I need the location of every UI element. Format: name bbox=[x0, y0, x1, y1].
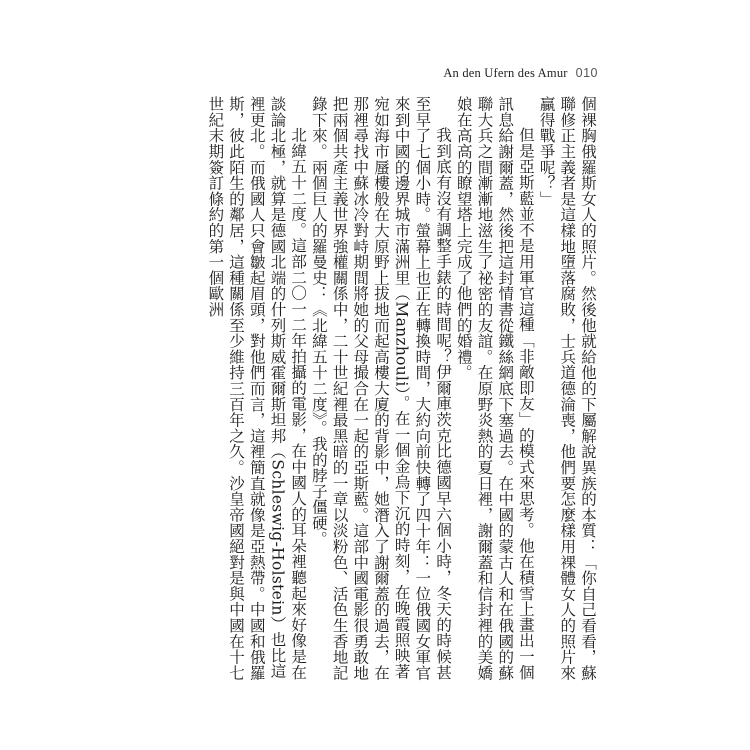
vertical-body-text bbox=[128, 96, 598, 686]
chapter-title: An den Ufern des Amur bbox=[443, 66, 568, 80]
page-number: 010 bbox=[575, 66, 598, 80]
paragraph-4: 北緯五十二度。這部二〇一二年拍攝的電影，在中國人的耳朵裡聽起來好像是在談論北極，就算是德國北端的什列斯威霍爾斯坦邦（Schleswig-Holstein）也比這裡更北。而俄國人只會皺起眉頭，對他們而言，這裡簡直就像是亞熱帶。中國和俄羅斯，彼此陌生的鄰居，這種關係至少維持三百年之久。沙皇帝國絕對是與中國在十七世紀末期簽訂條約的第一個歐洲 bbox=[206, 96, 308, 681]
paragraph-2: 但是亞斯藍並不是用軍官這種「非敵即友」的模式來思考。他在積雪上畫出一個訊息給謝爾蓋，然後把這封情書從鐵絲網底下塞過去。在中國的蒙古人和在俄國的蘇聯大兵之間漸漸地滋生了祕密的友誼。在原野炎熱的夏日裡，謝爾蓋和信封裡的美嬌娘在高高的瞭望塔上完成了他們的婚禮。 bbox=[454, 96, 535, 681]
paragraph-1: 個裸胸俄羅斯女人的照片。然後他就給他的下屬解說異族的本質：「你自己看看，蘇聯修正主義者是這樣地墮落腐敗，士兵道德淪喪，他們要怎麼樣用裸體女人的照片來贏得戰爭呢？」 bbox=[537, 96, 597, 681]
paragraph-3: 我到底有沒有調整手錶的時間呢？伊爾庫茨克比德國早六個小時，冬天的時候甚至早了七個小時。螢幕上也正在轉換時間，大約向前快轉了四十年：一位俄國女軍官來到中國的邊界城市滿洲里（Manzhouli）。在一個金烏下沉的時刻，在晚霞照映著宛如海市蜃樓般在大原野上拔地而起高樓大廈的背影中，她潛入了謝爾蓋的過去，在那裡尋找中蘇冰冷對峙期間將她的父母撮合在一起的亞斯藍。這部中國電影很勇敢地把兩個共產主義世界強權關係中，二十世紀裡最黑暗的一章以淡粉色、活色生香地記錄下來。兩個巨人的羅曼史：《北緯五十二度》。我的脖子僵硬。 bbox=[309, 96, 453, 681]
running-header bbox=[443, 66, 598, 81]
